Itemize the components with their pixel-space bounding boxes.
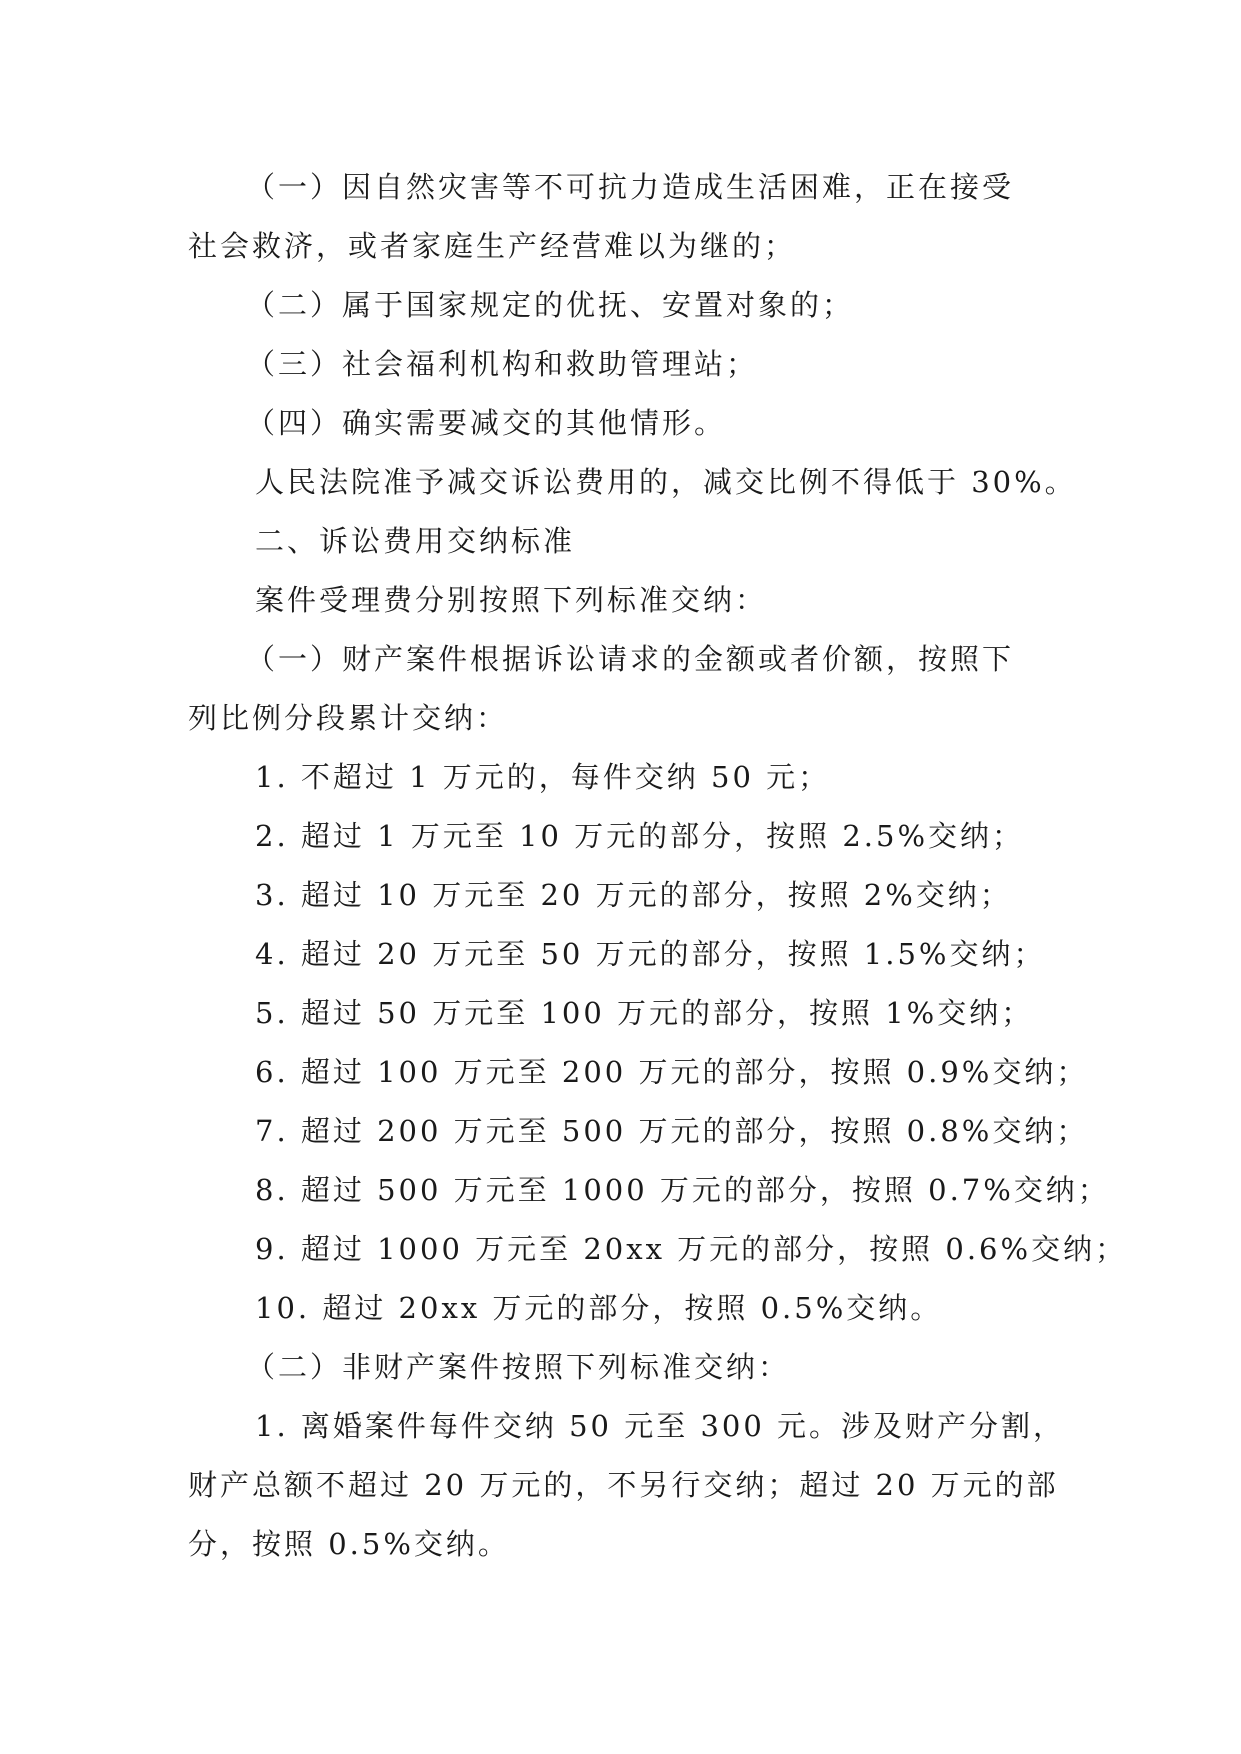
paragraph-line: 案件受理费分别按照下列标准交纳： [255,583,768,617]
paragraph-line: 人民法院准予减交诉讼费用的，减交比例不得低于 30%。 [255,465,1077,499]
paragraph-line: （一）财产案件根据诉讼请求的金额或者价额，按照下 [246,642,1015,676]
list-item: 10. 超过 20xx 万元的部分，按照 0.5%交纳。 [255,1291,943,1325]
paragraph-line: （二）属于国家规定的优抚、安置对象的； [246,288,855,322]
paragraph-line: 财产总额不超过 20 万元的，不另行交纳；超过 20 万元的部 [188,1468,1059,1502]
paragraph-line: （一）因自然灾害等不可抗力造成生活困难，正在接受 [246,170,1015,204]
list-item: 9. 超过 1000 万元至 20xx 万元的部分，按照 0.6%交纳； [255,1232,1128,1266]
list-item: 7. 超过 200 万元至 500 万元的部分，按照 0.8%交纳； [255,1114,1089,1148]
list-item: 1. 离婚案件每件交纳 50 元至 300 元。涉及财产分割， [255,1409,1066,1443]
paragraph-line: （二）非财产案件按照下列标准交纳： [246,1350,791,1384]
list-item: 8. 超过 500 万元至 1000 万元的部分，按照 0.7%交纳； [255,1173,1110,1207]
list-item: 4. 超过 20 万元至 50 万元的部分，按照 1.5%交纳； [255,937,1046,971]
list-item: 1. 不超过 1 万元的，每件交纳 50 元； [255,760,831,794]
list-item: 3. 超过 10 万元至 20 万元的部分，按照 2%交纳； [255,878,1012,912]
paragraph-line: （四）确实需要减交的其他情形。 [246,406,727,440]
document-body [188,158,1128,1574]
paragraph-line: 社会救济，或者家庭生产经营难以为继的； [188,229,797,263]
paragraph-line: 分，按照 0.5%交纳。 [188,1527,510,1561]
list-item: 6. 超过 100 万元至 200 万元的部分，按照 0.9%交纳； [255,1055,1089,1089]
list-item: 5. 超过 50 万元至 100 万元的部分，按照 1%交纳； [255,996,1034,1030]
paragraph-line: （三）社会福利机构和救助管理站； [246,347,759,381]
list-item: 2. 超过 1 万元至 10 万元的部分，按照 2.5%交纳； [255,819,1025,853]
paragraph-line: 列比例分段累计交纳： [188,701,509,735]
section-heading: 二、诉讼费用交纳标准 [255,524,576,558]
